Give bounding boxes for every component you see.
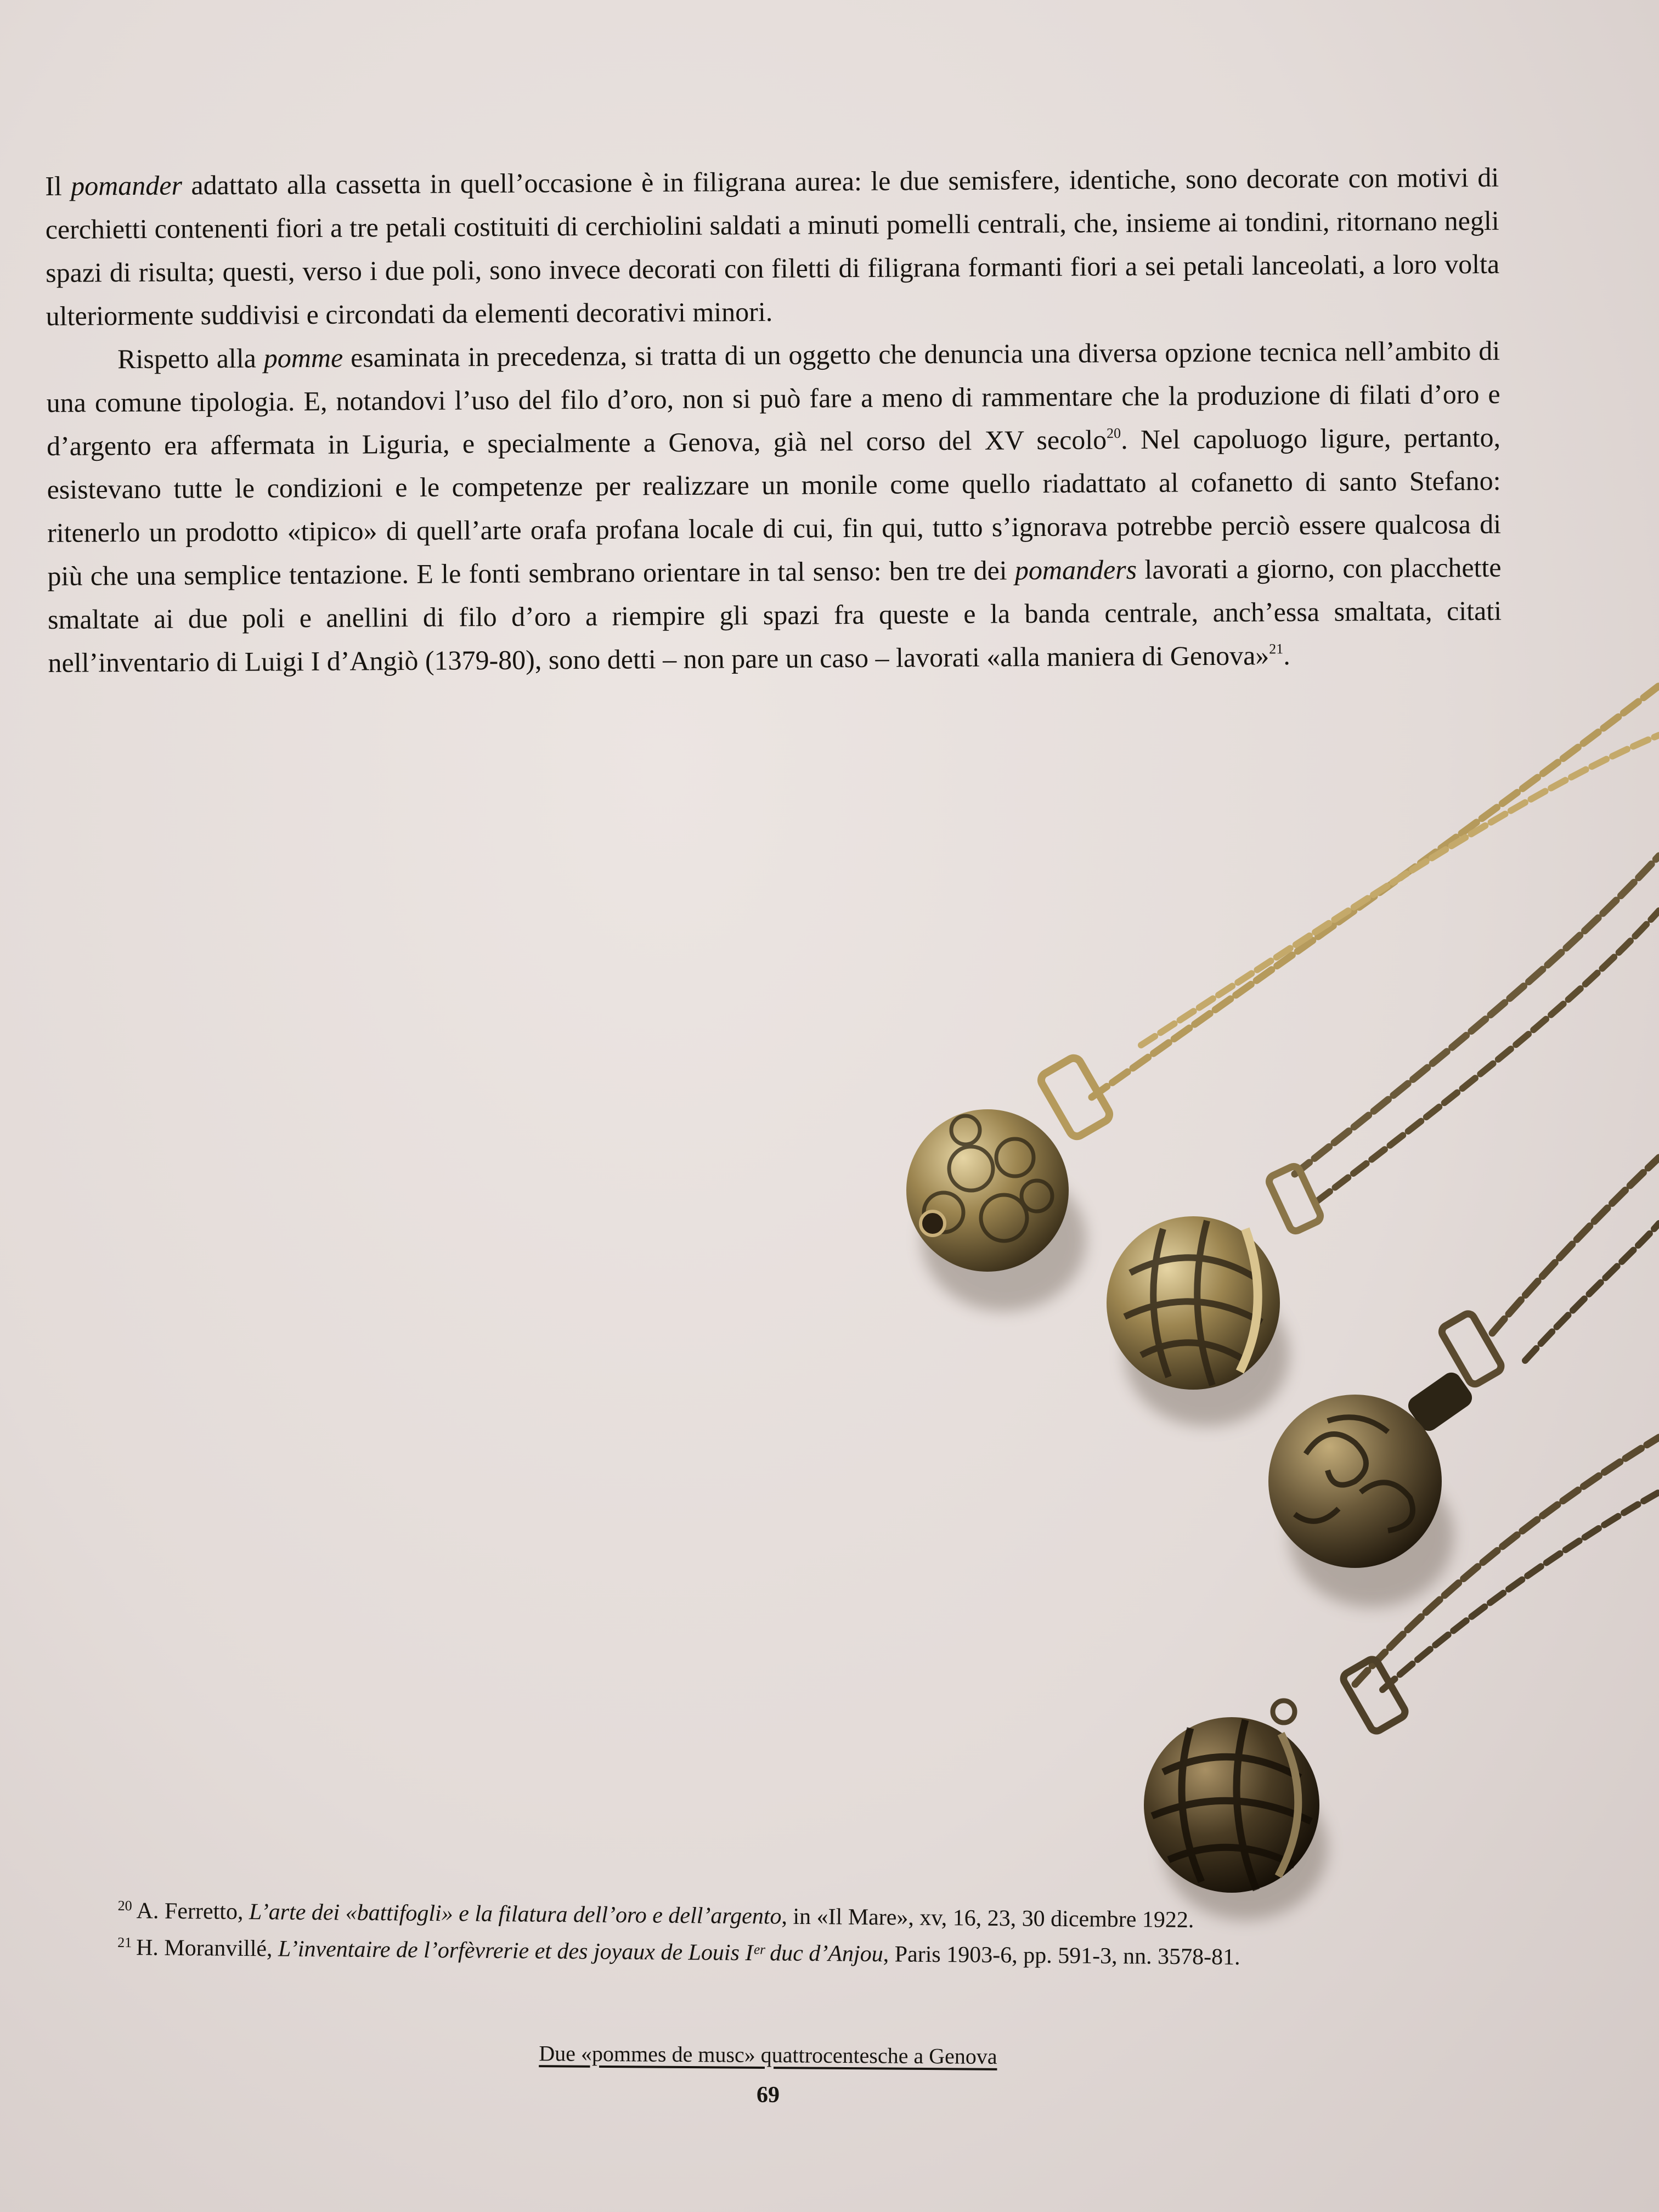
woven-pendant-icon (1107, 1164, 1322, 1426)
footnote-number: 21 (117, 1934, 132, 1951)
footnote-title: L’arte dei «battifogli» e la filatura dell’oro e dell’argento (249, 1899, 782, 1929)
paragraph-1-italic-term: pomander (71, 170, 183, 201)
regnal-numeral: I (311, 645, 320, 677)
paragraph-2-italic-term: pomme (263, 342, 343, 374)
footnote-citation: , Paris 1903-6, pp. 591-3, nn. 3578-81. (883, 1942, 1240, 1970)
footnote-author: A. Ferretto, (136, 1898, 250, 1925)
paragraph-2-italic-term-2: pomanders (1014, 554, 1137, 586)
footnote-number: 20 (117, 1897, 132, 1914)
lattice-pendant-icon (1144, 1657, 1407, 1920)
paragraph-2-text-d: d’Angiò (1379-80), sono detti – non pare un caso – lavorati «alla maniera di Genova» (320, 640, 1269, 676)
paragraph-2-text-c: lavorati a giorno, con placchette smaltate ai due poli e anellini di filo d’oro a riempire gli spazi fra queste e la banda centrale, anch’essa smaltata, citati nell’inventario di Luigi (47, 551, 1502, 678)
filigree-pendant-icon (906, 1056, 1112, 1311)
footnote-title: L’inventaire de l’orfèvrerie et des joyaux de Louis Iᵉʳ duc d’Anjou (278, 1936, 883, 1967)
page-number: 69 (757, 2083, 780, 2108)
scroll-pendant-icon (1268, 1312, 1503, 1607)
running-title: Due «pommes de musc» quattrocentesche a Genova (539, 2041, 997, 2069)
paragraph-1-text: adattato alla cassetta in quell’occasione è in filigrana aurea: le due semisfere, identiche, sono decorate con motivi di cerchietti contenenti fiori a tre petali costituiti di cerchiolini saldati a minuti pomelli centrali, che, insieme ai tondini, ritornano negli spazi di risulta; questi, verso i due poli, sono invece decorati con filetti di filigrana formanti fiori a sei petali lanceolati, a loro volta ulteriormente suddivisi e circondati da elementi decorativi minori. (45, 161, 1500, 331)
footnote-ref-21[interactable]: 21 (1269, 641, 1284, 657)
footnote-citation: , in «Il Mare», xv, 16, 23, 30 dicembre 1922. (781, 1904, 1194, 1933)
paragraph-2-end: . (1283, 640, 1290, 671)
footnotes (117, 1890, 1511, 1976)
paragraph-2-lead: Rispetto alla (117, 342, 264, 375)
paragraph-2-text-a: esaminata in precedenza, si tratta di un oggetto che denuncia una diversa opzione tecnica nell’ambito di una comune tipologia. E, notandovi l’uso del filo d’oro, non si può fare a meno di rammentare che la produzione di filati d’oro e d’argento era affermata in Liguria, e specialmente a Genova, già nel corso del XV secolo (46, 335, 1500, 461)
footnote-author: H. Moranvillé, (136, 1935, 279, 1962)
paragraph-1-lead: Il (45, 170, 71, 201)
footnote-ref-20[interactable]: 20 (1107, 425, 1121, 442)
paragraph-2-text-b: . Nel capoluogo ligure, pertanto, esistevano tutte le condizioni e le competenze per realizzare un monile come quello riadattato al cofanetto di santo Stefano: ritenerlo un prodotto «tipico» di quell’arte orafa profana locale di cui, fin qui, tutto s’ignorava potrebbe perciò essere qualcosa di più che una semplice tentazione. E le fonti sembrano orientare in tal senso: ben tre dei (47, 421, 1502, 591)
